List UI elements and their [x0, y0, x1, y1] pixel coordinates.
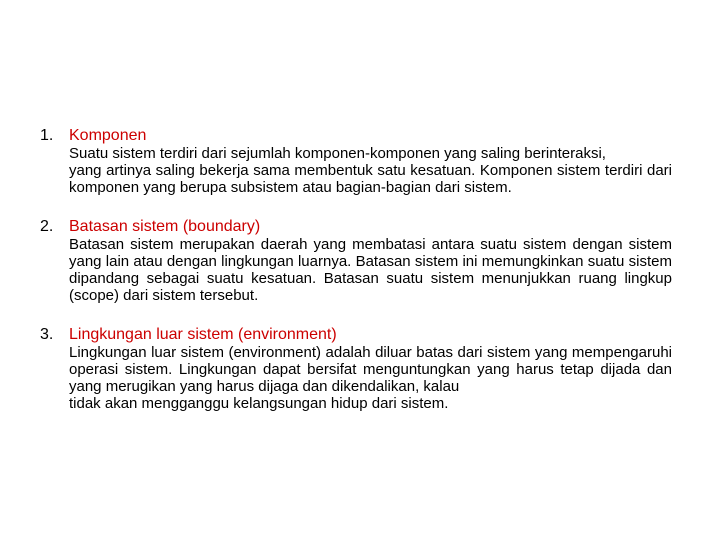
list-item-lingkungan-luar: [40, 326, 680, 412]
item-body-line: Suatu sistem terdiri dari sejumlah komponen-komponen yang saling berinteraksi,: [69, 145, 606, 162]
item-body-line: Lingkungan luar sistem (environment) adalah diluar batas dari sistem yang mempengaruhi operasi sistem. Lingkungan dapat bersifat menguntungkan yang harus tetap dijada dan yang merugikan yang harus dijaga dan dikendalikan, kalau: [69, 344, 672, 395]
item-number: 2.: [40, 218, 54, 235]
item-body: [69, 236, 672, 304]
item-body: [69, 145, 672, 196]
item-title: Komponen: [69, 127, 147, 144]
item-body-line: tidak akan mengganggu kelangsungan hidup dari sistem.: [69, 395, 449, 412]
definition-list: [40, 127, 680, 434]
item-body: [69, 344, 672, 412]
item-body-line: yang artinya saling bekerja sama membentuk satu kesatuan. Komponen sistem terdiri dari komponen yang berupa subsistem atau bagian-bagian dari sistem.: [69, 162, 672, 196]
item-number: 1.: [40, 127, 54, 144]
list-item-batasan-sistem: [40, 218, 680, 304]
item-number: 3.: [40, 326, 54, 343]
item-title: Lingkungan luar sistem (environment): [69, 326, 337, 343]
item-body-line: Batasan sistem merupakan daerah yang membatasi antara suatu sistem dengan sistem yang lain atau dengan lingkungan luarnya. Batasan sistem ini memungkinkan suatu sistem dipandang sebagai suatu kesatuan. Batasan suatu sistem menunjukkan ruang lingkup (scope) dari sistem tersebut.: [69, 236, 672, 304]
list-item-komponen: [40, 127, 680, 196]
item-title: Batasan sistem (boundary): [69, 218, 261, 235]
